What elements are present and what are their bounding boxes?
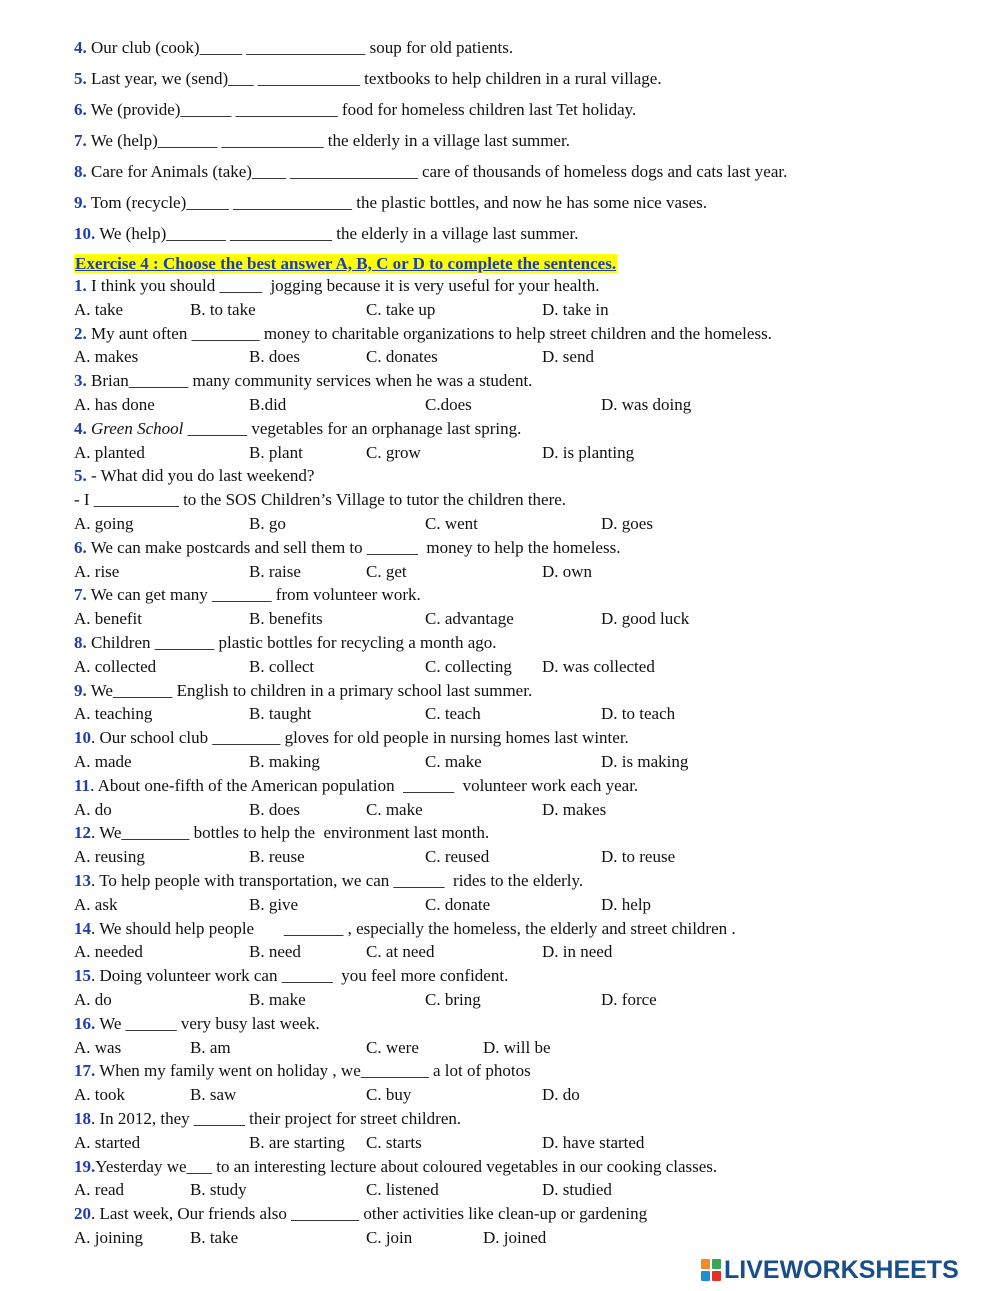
question-number: 1. — [74, 276, 87, 295]
answer-option[interactable]: C. grow — [366, 443, 421, 462]
answer-options — [74, 893, 774, 916]
answer-option[interactable]: A. ask — [74, 895, 118, 914]
question-number: 9. — [74, 681, 87, 700]
answer-options — [74, 988, 774, 1011]
question-text: I think you should _____ jogging because it is very useful for your health. — [86, 276, 600, 295]
answer-option[interactable]: B. go — [249, 514, 286, 533]
question-number: 17. — [74, 1061, 96, 1080]
answer-options — [74, 1131, 774, 1154]
question-stem — [74, 964, 508, 987]
exercise-item — [74, 191, 707, 214]
answer-option[interactable]: B. are starting — [249, 1133, 345, 1152]
answer-option[interactable]: C. teach — [425, 704, 481, 723]
answer-options — [74, 702, 774, 725]
item-text: We (help)_______ ____________ the elderly in a village last summer. — [86, 131, 570, 150]
answer-option[interactable]: A. joining — [74, 1228, 143, 1247]
question-text: Yesterday we___ to an interesting lecture about coloured vegetables in our cooking classes. — [95, 1157, 718, 1176]
answer-option[interactable]: B. plant — [249, 443, 303, 462]
answer-option[interactable]: B.did — [249, 395, 287, 414]
question-text: Brian_______ many community services when he was a student. — [86, 371, 533, 390]
answer-option[interactable]: C. listened — [366, 1180, 439, 1199]
liveworksheets-logo[interactable] — [700, 1256, 959, 1284]
answer-option[interactable]: B. to take — [190, 300, 256, 319]
question-stem — [74, 1107, 461, 1130]
question-number: 6. — [74, 538, 87, 557]
answer-option[interactable]: D. will be — [483, 1038, 551, 1057]
answer-option[interactable]: C. get — [366, 562, 407, 581]
answer-options — [74, 1083, 774, 1106]
answer-option[interactable]: C. make — [425, 752, 482, 771]
answer-option[interactable]: B. does — [249, 800, 300, 819]
question-text: . Our school club ________ gloves for old people in nursing homes last winter. — [91, 728, 629, 747]
answer-option[interactable]: B. making — [249, 752, 320, 771]
answer-option[interactable]: B. raise — [249, 562, 301, 581]
answer-option[interactable]: A. made — [74, 752, 132, 771]
answer-option[interactable]: C. reused — [425, 847, 490, 866]
question-stem-line2: - I __________ to the SOS Children’s Village to tutor the children there. — [74, 490, 567, 509]
item-text: We (provide)______ ____________ food for homeless children last Tet holiday. — [86, 100, 637, 119]
question-stem — [74, 774, 638, 797]
answer-options — [74, 560, 774, 583]
answer-option[interactable]: B. collect — [249, 657, 315, 676]
question-text: - What did you do last weekend? — [86, 466, 315, 485]
answer-option[interactable]: D. take in — [542, 300, 609, 319]
question-text: . About one-fifth of the American population ______ volunteer work each year. — [90, 776, 639, 795]
question-text: . We________ bottles to help the environment last month. — [91, 823, 490, 842]
answer-options — [74, 393, 774, 416]
question-stem — [74, 536, 620, 559]
logo-text: LIVEWORKSHEETS — [724, 1255, 959, 1284]
answer-options — [74, 345, 774, 368]
answer-option[interactable]: D. goes — [601, 514, 653, 533]
question-stem — [74, 869, 583, 892]
answer-option[interactable]: C. take up — [366, 300, 436, 319]
exercise-item — [74, 67, 662, 90]
answer-options — [74, 512, 774, 535]
question-number: 3. — [74, 371, 87, 390]
question-text: We can make postcards and sell them to ______ money to help the homeless. — [86, 538, 621, 557]
question-stem — [74, 583, 421, 606]
item-number: 8. — [74, 162, 87, 181]
answer-option[interactable]: A. benefit — [74, 609, 142, 628]
answer-option[interactable]: D. in need — [542, 942, 613, 961]
answer-option[interactable]: A. do — [74, 800, 112, 819]
answer-option[interactable]: A. was — [74, 1038, 122, 1057]
answer-option[interactable]: A. read — [74, 1180, 125, 1199]
answer-option[interactable]: C. make — [366, 800, 423, 819]
answer-option[interactable]: A. collected — [74, 657, 157, 676]
exercise-item — [74, 129, 570, 152]
answer-option[interactable]: A. makes — [74, 347, 139, 366]
question-stem — [74, 274, 600, 297]
answer-option[interactable]: C. donate — [425, 895, 491, 914]
question-stem — [74, 1059, 531, 1082]
answer-option[interactable]: C.does — [425, 395, 472, 414]
question-text: . To help people with transportation, we can ______ rides to the elderly. — [91, 871, 584, 890]
answer-option[interactable]: A. reusing — [74, 847, 145, 866]
answer-option[interactable]: D. do — [542, 1085, 580, 1104]
answer-options — [74, 607, 774, 630]
answer-option[interactable]: D. to reuse — [601, 847, 676, 866]
answer-option[interactable]: B. study — [190, 1180, 247, 1199]
item-number: 9. — [74, 193, 87, 212]
answer-option[interactable]: D. makes — [542, 800, 607, 819]
answer-option[interactable]: A. planted — [74, 443, 145, 462]
answer-option[interactable]: D. have started — [542, 1133, 645, 1152]
answer-options — [74, 940, 774, 963]
answer-option[interactable]: B. does — [249, 347, 300, 366]
answer-option[interactable]: A. has done — [74, 395, 155, 414]
answer-option[interactable]: C. donates — [366, 347, 438, 366]
answer-option[interactable]: A. took — [74, 1085, 125, 1104]
answer-option[interactable]: D. is planting — [542, 443, 635, 462]
item-number: 6. — [74, 100, 87, 119]
exercise-title: Exercise 4 : Choose the best answer A, B, C or D to complete the sentences. — [75, 254, 617, 273]
question-stem — [74, 679, 532, 702]
question-number: 10 — [74, 728, 91, 747]
question-text: My aunt often ________ money to charitable organizations to help street children and the homeless. — [86, 324, 772, 343]
answer-option[interactable]: C. buy — [366, 1085, 412, 1104]
answer-option[interactable]: D. joined — [483, 1228, 547, 1247]
question-text: When my family went on holiday , we________ a lot of photos — [95, 1061, 531, 1080]
answer-option[interactable]: A. started — [74, 1133, 141, 1152]
item-text: Last year, we (send)___ ____________ textbooks to help children in a rural village. — [86, 69, 662, 88]
question-stem — [74, 821, 489, 844]
answer-option[interactable]: B. make — [249, 990, 306, 1009]
question-stem — [74, 917, 736, 940]
logo-mark-icon — [700, 1258, 722, 1282]
question-number: 11 — [74, 776, 91, 795]
question-number: 16. — [74, 1014, 96, 1033]
question-number: 14 — [74, 919, 91, 938]
question-text: We can get many _______ from volunteer work. — [86, 585, 421, 604]
item-text: We (help)_______ ____________ the elderly in a village last summer. — [95, 224, 579, 243]
answer-option[interactable]: C. join — [366, 1228, 413, 1247]
item-number: 10. — [74, 224, 96, 243]
answer-option[interactable]: D. was collected — [542, 657, 655, 676]
answer-option[interactable]: C. went — [425, 514, 478, 533]
question-text: _______ vegetables for an orphanage last spring. — [183, 419, 522, 438]
question-text: . Last week, Our friends also ________ other activities like clean-up or gardening — [91, 1204, 648, 1223]
item-number: 4. — [74, 38, 87, 57]
exercise-item — [74, 222, 578, 245]
answer-option[interactable]: D. to teach — [601, 704, 676, 723]
question-stem — [74, 1012, 320, 1035]
item-number: 7. — [74, 131, 87, 150]
answer-option[interactable]: B. give — [249, 895, 299, 914]
answer-option[interactable]: B. taught — [249, 704, 312, 723]
question-text: . We should help people _______ , especially the homeless, the elderly and street children . — [91, 919, 736, 938]
answer-option[interactable]: C. advantage — [425, 609, 514, 628]
item-text: Care for Animals (take)____ _______________ care of thousands of homeless dogs and cats last year. — [86, 162, 788, 181]
question-number: 7. — [74, 585, 87, 604]
answer-option[interactable]: C. bring — [425, 990, 481, 1009]
answer-options — [74, 655, 774, 678]
answer-option[interactable]: A. teaching — [74, 704, 153, 723]
answer-option[interactable]: D. send — [542, 347, 594, 366]
answer-option[interactable]: A. going — [74, 514, 134, 533]
answer-option[interactable]: B. reuse — [249, 847, 305, 866]
answer-option[interactable]: D. studied — [542, 1180, 612, 1199]
question-number: 2. — [74, 324, 87, 343]
question-stem — [74, 726, 629, 749]
question-text: . Doing volunteer work can ______ you feel more confident. — [91, 966, 509, 985]
answer-options — [74, 1036, 774, 1059]
item-text: Tom (recycle)_____ ______________ the plastic bottles, and now he has some nice vases. — [86, 193, 708, 212]
answer-option[interactable]: B. take — [190, 1228, 239, 1247]
question-number: 12 — [74, 823, 91, 842]
question-number: 13 — [74, 871, 91, 890]
answer-option[interactable]: D. help — [601, 895, 652, 914]
question-number: 8. — [74, 633, 87, 652]
question-stem — [74, 1155, 717, 1178]
answer-options — [74, 750, 774, 773]
item-number: 5. — [74, 69, 87, 88]
answer-option[interactable]: A. take — [74, 300, 124, 319]
answer-options — [74, 441, 774, 464]
question-stem — [74, 322, 772, 345]
question-stem — [74, 1202, 647, 1225]
question-text: . In 2012, they ______ their project for street children. — [91, 1109, 462, 1128]
question-number: 20 — [74, 1204, 91, 1223]
answer-options — [74, 798, 774, 821]
answer-options — [74, 298, 774, 321]
question-stem — [74, 417, 521, 440]
answer-options — [74, 1226, 774, 1249]
question-italic-text: Green School — [86, 419, 184, 438]
exercise-item — [74, 98, 636, 121]
question-stem — [74, 369, 532, 392]
answer-option[interactable]: B. benefits — [249, 609, 323, 628]
answer-option[interactable]: D. good luck — [601, 609, 690, 628]
exercise-item — [74, 160, 787, 183]
answer-option[interactable]: D. was doing — [601, 395, 692, 414]
question-number: 18 — [74, 1109, 91, 1128]
question-text: We ______ very busy last week. — [95, 1014, 320, 1033]
question-text: We_______ English to children in a primary school last summer. — [86, 681, 533, 700]
exercise-item — [74, 36, 513, 59]
answer-option[interactable]: D. force — [601, 990, 657, 1009]
answer-option[interactable]: B. need — [249, 942, 301, 961]
answer-options — [74, 845, 774, 868]
exercise-heading — [74, 252, 617, 275]
answer-option[interactable]: C. were — [366, 1038, 419, 1057]
question-number: 4. — [74, 419, 87, 438]
question-stem — [74, 464, 314, 487]
answer-option[interactable]: D. own — [542, 562, 593, 581]
question-stem — [74, 631, 497, 654]
answer-options — [74, 1178, 774, 1201]
question-number: 15 — [74, 966, 91, 985]
answer-option[interactable]: B. saw — [190, 1085, 237, 1104]
answer-option[interactable]: A. do — [74, 990, 112, 1009]
answer-option[interactable]: C. collecting — [425, 657, 512, 676]
question-number: 5. — [74, 466, 87, 485]
answer-option[interactable]: C. at need — [366, 942, 435, 961]
answer-option[interactable]: B. am — [190, 1038, 231, 1057]
item-text: Our club (cook)_____ ______________ soup for old patients. — [86, 38, 514, 57]
answer-option[interactable]: A. needed — [74, 942, 143, 961]
answer-option[interactable]: C. starts — [366, 1133, 422, 1152]
answer-option[interactable]: D. is making — [601, 752, 689, 771]
answer-option[interactable]: A. rise — [74, 562, 120, 581]
question-text: Children _______ plastic bottles for recycling a month ago. — [86, 633, 497, 652]
question-number: 19. — [74, 1157, 96, 1176]
